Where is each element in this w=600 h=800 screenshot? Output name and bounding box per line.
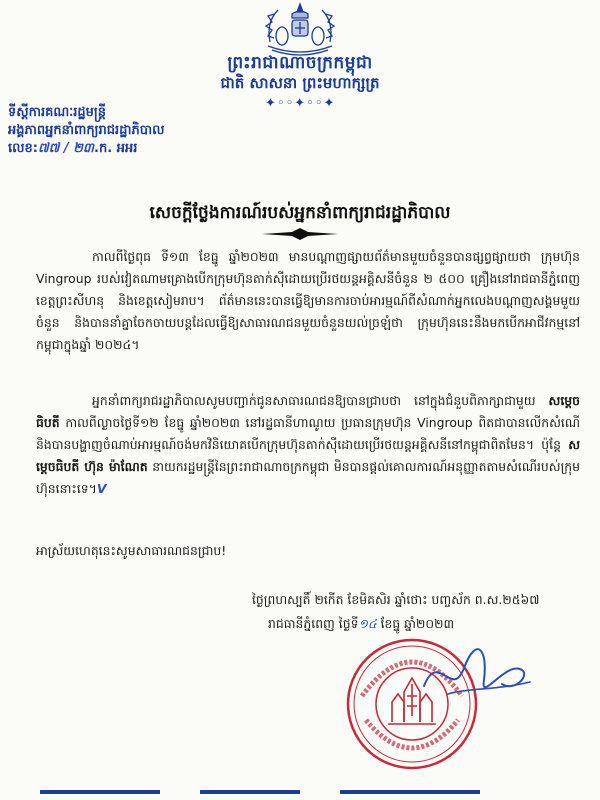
p2-honorific: សម្តេចធិបតី [36, 393, 580, 430]
p2-ending: នាយករដ្ឋមន្ត្រីនៃព្រះរាជាណាចក្រកម្ពុជា មិនបានផ្តល់គោលការណ៍អនុញ្ញាតតាមសំណើរបស់ក្រុមហ៊ុននោះទេ។ [36, 459, 580, 496]
header-ornament: ✦◦◦✦◦◦✦ [265, 96, 336, 111]
place-date-prefix: រាជធានីភ្នំពេញ ថ្ងៃទី [268, 616, 359, 631]
lunar-date-line: ថ្ងៃព្រហស្បតិ៍ ២កើត ខែមិគសិរ ឆ្នាំថោះ បញ្ចស័ក ព.ស.២៥៦៧ [252, 592, 540, 607]
paragraph-conclusion: អាស្រ័យហេតុនេះសូមសាធារណជនជ្រាប! [36, 543, 227, 558]
title-divider-ornament [262, 228, 338, 240]
issuer-ministry: ទីស្តីការគណៈរដ្ឋមន្ត្រី [8, 105, 106, 120]
handwritten-check-mark: V [96, 481, 107, 496]
royal-coat-of-arms-icon [248, 2, 352, 58]
reference-handwritten: ៧៧ / ២៣ [37, 141, 95, 156]
p2-middle: កាលពីល្ងាចថ្ងៃទី១២ ខែធ្នូ ឆ្នាំ២០២៣ នៅរដ្ឋធានីហាណូយ ប្រធានក្រុមហ៊ុន Vingroup ពិតជាបានលើកសំណើ និងបានបង្ហាញចំណាប់អារម្មណ៍ចង់មកវិនិយោគបើកក្រុមហ៊ុនតាក់ស៊ីដោយប្រើរថយន្តអគ្គិសនីនៅកម្ពុជាពិតមែន។ ប៉ុន្តែ [36, 415, 580, 452]
p2-intro: អ្នកនាំពាក្យរាជរដ្ឋាភិបាលសូមបញ្ជាក់ជូនសាធារណជនឱ្យបានជ្រាបថា នៅក្នុងជំនួបពិភាក្សាជាមួយ [92, 393, 536, 408]
place-date-suffix: ខែធ្នូ ឆ្នាំ២០២៣ [376, 616, 455, 631]
place-date-line [268, 616, 454, 635]
reference-suffix: .ក. អអរ [94, 141, 138, 156]
paragraph-report: កាលពីថ្ងៃពុធ ទី១៣ ខែធ្នូ ឆ្នាំ២០២៣ មានបណ្តាញផ្សាយព័ត៌មានមួយចំនួនបានផ្សព្វផ្សាយថា ក្រុមហ៊ុន Vingroup របស់វៀតណាមគ្រោងបើកក្រុមហ៊ុនតាក់ស៊ីដោយប្រើរថយន្តអគ្គិសនីចំនួន ២ ៥០០ គ្រឿងនៅរាជធានីភ្នំពេញ ខេត្តព្រះសីហនុ និងខេត្តសៀមរាប។ ព័ត៌មាននេះបានធ្វើឱ្យមានការចាប់អារម្មណ៍ពីសំណាក់អ្នកលេងបណ្តាញសង្គមមួយចំនួន និងបាននាំគ្នាចែកចាយបន្តដែលធ្វើឱ្យសាធារណជនមួយចំនួនយល់ច្រឡំថា ក្រុមហ៊ុននេះនឹងមកបើកអាជីវកម្មនៅកម្ពុជាក្នុងឆ្នាំ ២០២៤។ [36, 249, 580, 352]
reference-number [8, 140, 137, 159]
national-motto: ជាតិ សាសនា ព្រះមហាក្សត្រ [220, 74, 380, 92]
kingdom-heading: ព្រះរាជាណាចក្រកម្ពុជា [227, 53, 373, 73]
handwritten-signature-icon [418, 640, 538, 710]
issuer-unit: អង្គភាពអ្នកនាំពាក្យរាជរដ្ឋាភិបាល [8, 123, 165, 138]
footer-decorative-line [40, 788, 520, 796]
reference-label: លេខ: [8, 141, 38, 156]
document-title: សេចក្តីថ្លែងការណ៍របស់អ្នកនាំពាក្យរាជរដ្ឋាភិបាល [149, 203, 451, 223]
handwritten-day: ១៤ [358, 616, 377, 631]
paragraph-clarification [36, 390, 580, 500]
p2-prime-minister-name: សម្តេចធិបតី ហ៊ុន ម៉ាណែត [36, 437, 580, 474]
